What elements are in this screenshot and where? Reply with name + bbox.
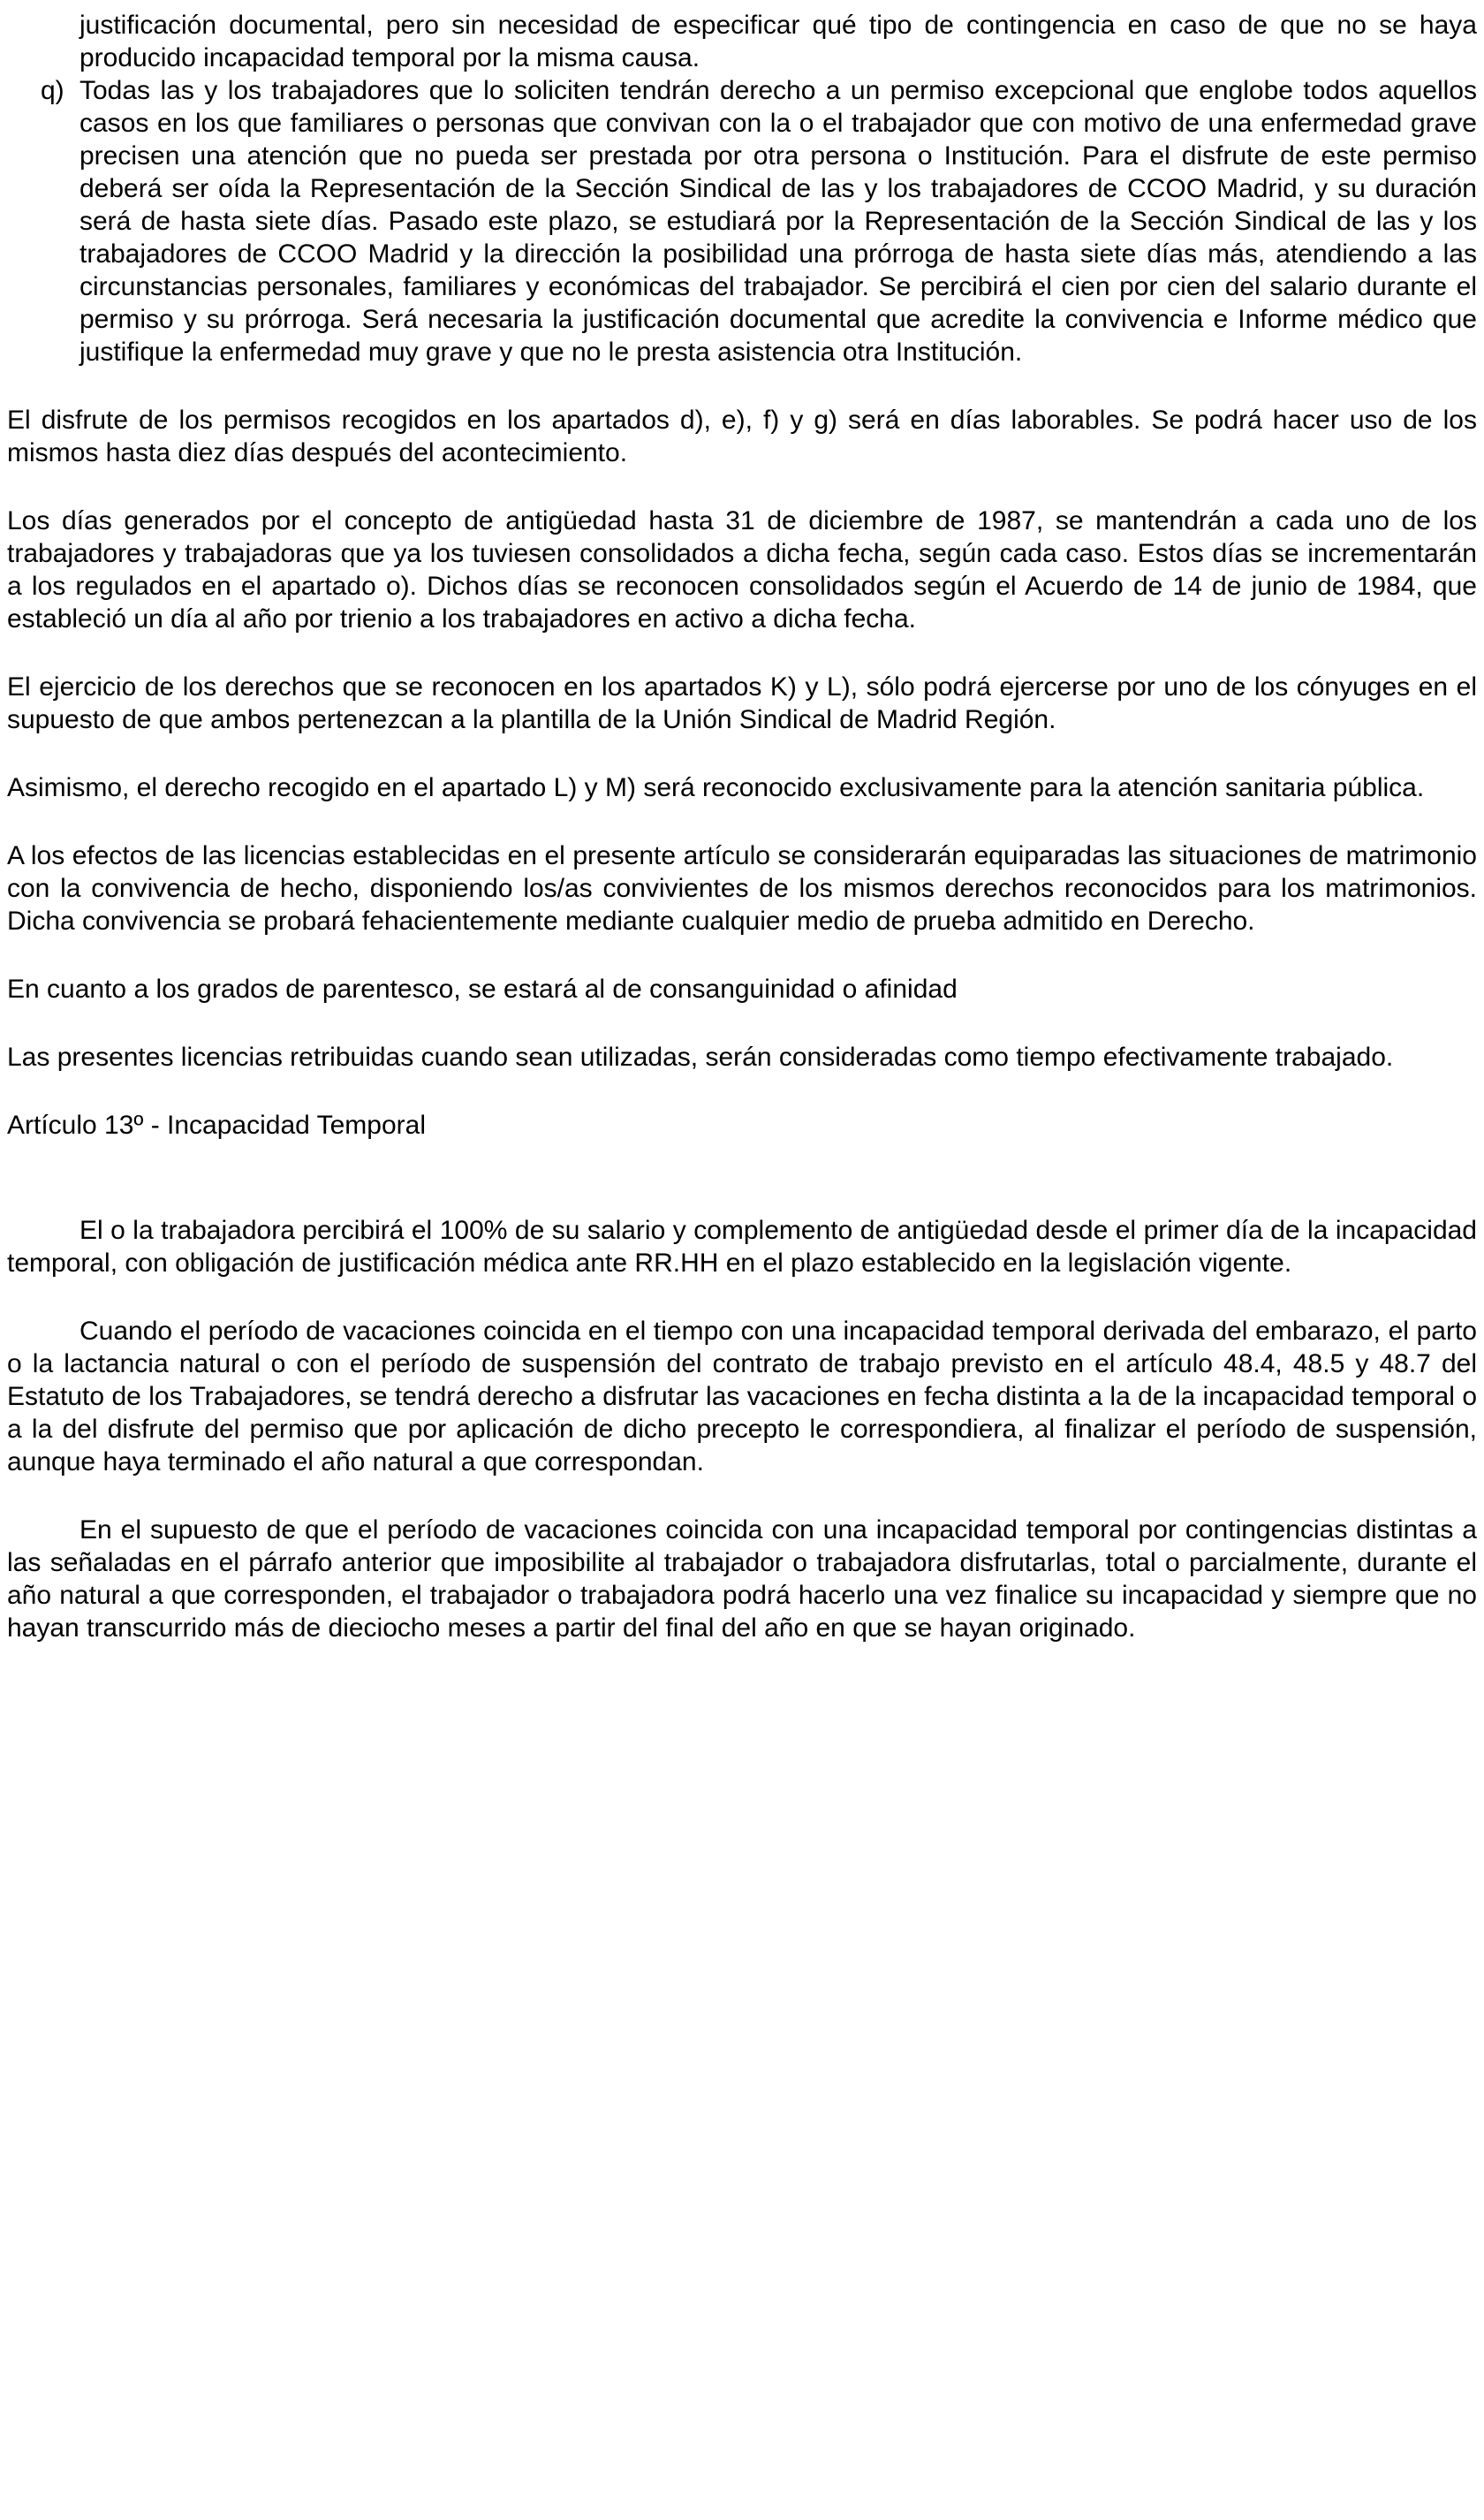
paragraph-permisos-laborables: El disfrute de los permisos recogidos en los apartados d), e), f) y g) será en días laborables. Se podrá hacer uso de los mismos hasta diez días después del acontecimiento.	[7, 406, 1477, 467]
paragraph-grados-parentesco: En cuanto a los grados de parentesco, se estará al de consanguinidad o afinidad	[7, 975, 958, 1004]
paragraph-it-salario: El o la trabajadora percibirá el 100% de su salario y complemento de antigüedad desde el primer día de la incapacidad temporal, con obligación de justificación médica ante RR.HH en el plazo establecido en la legislación vigente.	[7, 1216, 1477, 1278]
paragraph-dias-antiguedad: Los días generados por el concepto de antigüedad hasta 31 de diciembre de 1987, se mantendrán a cada uno de los trabajadores y trabajadoras que ya los tuviesen consolidados a dicha fecha, según cada caso. Estos días se incrementarán a los regulados en el apartado o). Dichos días se reconocen consolidados según el Acuerdo de 14 de junio de 1984, que estableció un día al año por trienio a los trabajadores en activo a dicha fecha.	[7, 506, 1477, 634]
list-item-q	[7, 74, 1477, 368]
paragraph-vacaciones-embarazo: Cuando el período de vacaciones coincida en el tiempo con una incapacidad temporal derivada del embarazo, el parto o la lactancia natural o con el período de suspensión del contrato de trabajo previsto en el artículo 48.4, 48.5 y 48.7 del Estatuto de los Trabajadores, se tendrá derecho a disfrutar las vacaciones en fecha distinta a la de la incapacidad temporal o a la del disfrute del permiso que por aplicación de dicho precepto le correspondiera, al finalizar el período de suspensión, aunque haya terminado el año natural a que correspondan.	[7, 1317, 1477, 1476]
paragraph-convivencia-hecho: A los efectos de las licencias establecidas en el presente artículo se considerarán equiparadas las situaciones de matrimonio con la convivencia de hecho, disponiendo los/as convivientes de los mismos derechos reconocidos para los matrimonios. Dicha convivencia se probará fehacientemente mediante cualquier medio de prueba admitido en Derecho.	[7, 841, 1477, 936]
paragraph-atencion-sanitaria: Asimismo, el derecho recogido en el apartado L) y M) será reconocido exclusivamente para la atención sanitaria pública.	[7, 773, 1425, 802]
paragraph-licencias-retribuidas: Las presentes licencias retribuidas cuando sean utilizadas, serán consideradas como tiempo efectivamente trabajado.	[7, 1043, 1394, 1072]
article-13-heading: Artículo 13º - Incapacidad Temporal	[7, 1111, 426, 1140]
paragraph-ejercicio-derechos: El ejercicio de los derechos que se reconocen en los apartados K) y L), sólo podrá ejercerse por uno de los cónyuges en el supuesto de que ambos pertenezcan a la plantilla de la Unión Sindical de Madrid Región.	[7, 672, 1477, 734]
list-item-q-text: Todas las y los trabajadores que lo soliciten tendrán derecho a un permiso excepcional que englobe todos aquellos casos en los que familiares o personas que convivan con la o el trabajador que con motivo de una enfermedad grave precisen una atención que no pueda ser prestada por otra persona o Institución. Para el disfrute de este permiso deberá ser oída la Representación de la Sección Sindical de las y los trabajadores de CCOO Madrid, y su duración será de hasta siete días. Pasado este plazo, se estudiará por la Representación de la Sección Sindical de las y los trabajadores de CCOO Madrid y la dirección la posibilidad una prórroga de hasta siete días más, atendiendo a las circunstancias personales, familiares y económicas del trabajador. Se percibirá el cien por cien del salario durante el permiso y su prórroga. Será necesaria la justificación documental que acredite la convivencia e Informe médico que justifique la enfermedad muy grave y que no le presta asistencia otra Institución.	[80, 76, 1477, 367]
paragraph-vacaciones-otras-contingencias: En el supuesto de que el período de vacaciones coincida con una incapacidad temporal por contingencias distintas a las señaladas en el párrafo anterior que imposibilite al trabajador o trabajadora disfrutarlas, total o parcialmente, durante el año natural a que corresponden, el trabajador o trabajadora podrá hacerlo una vez finalice su incapacidad y siempre que no hayan transcurrido más de dieciocho meses a partir del final del año en que se hayan originado.	[7, 1515, 1477, 1643]
continuation-paragraph: justificación documental, pero sin necesidad de especificar qué tipo de contingencia en caso de que no se haya producido incapacidad temporal por la misma causa.	[80, 11, 1477, 72]
list-item-q-marker: q)	[41, 76, 64, 105]
